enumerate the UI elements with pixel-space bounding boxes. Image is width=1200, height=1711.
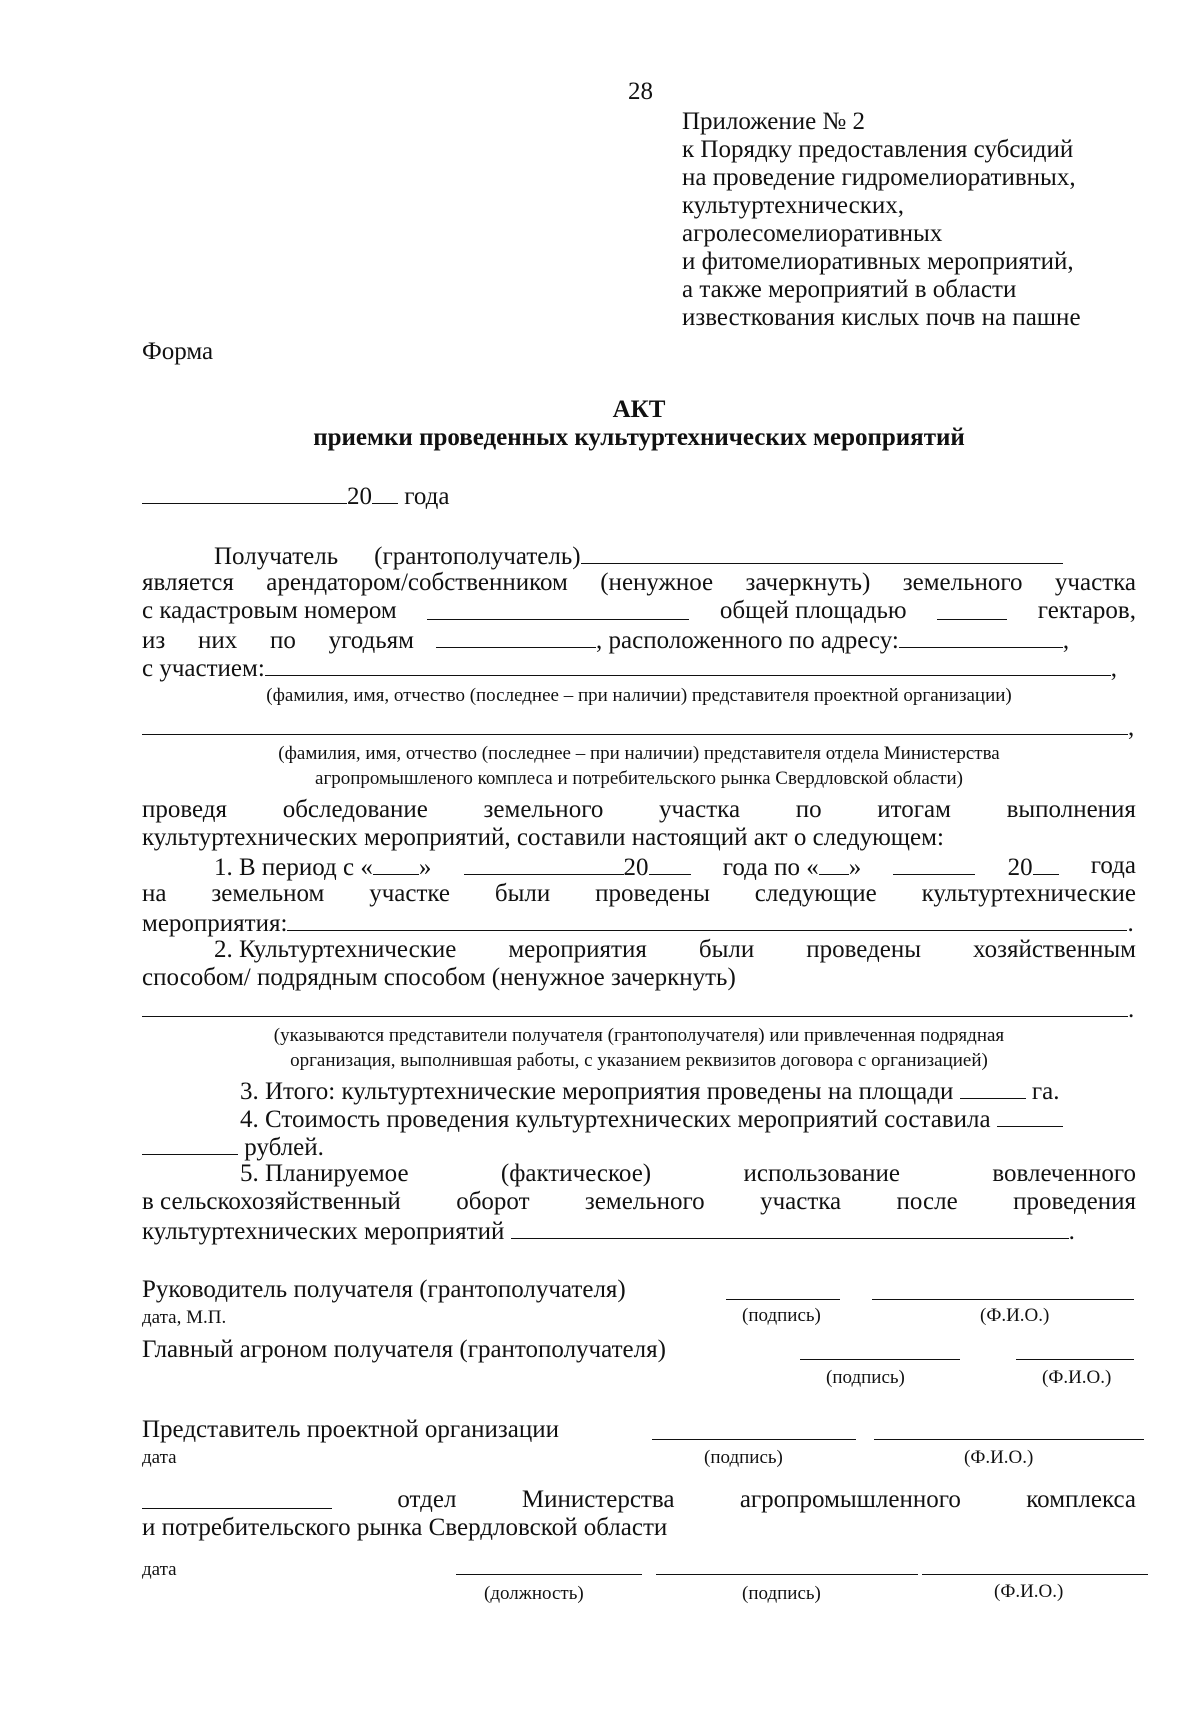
sig-project-fio-caption: (Ф.И.О.)	[964, 1447, 1034, 1468]
lease-line: является арендатором/собственником (ненужное зачеркнуть) земельного участка	[142, 569, 1136, 596]
end-year-blank[interactable]	[1033, 852, 1059, 875]
start-day-blank[interactable]	[373, 852, 419, 875]
survey-line: проведя обследование земельного участка по итогам выполнения	[142, 796, 1136, 823]
sig-ministry-position-caption: (должность)	[484, 1583, 584, 1604]
lands-line: из них по угодьям , расположенного по адресу: ,	[142, 627, 1070, 654]
appendix-line-6: и фитомелиоративных мероприятий,	[682, 248, 1074, 275]
address-blank[interactable]	[899, 625, 1063, 648]
appendix-line-5: агролесомелиоративных	[682, 220, 943, 247]
date-blank[interactable]	[142, 481, 347, 504]
period-line: 1. В период с « » 20 года по « » 20 года	[214, 852, 1136, 881]
appendix-line-4: культуртехнических,	[682, 192, 904, 219]
sig-project-signature-caption: (подпись)	[704, 1447, 783, 1468]
total-area-line: 3. Итого: культуртехнические мероприятия проведены на площади га.	[240, 1078, 1060, 1105]
sig-ministry-blank[interactable]	[142, 1486, 332, 1509]
ministry-rep-blank[interactable]	[142, 712, 1128, 735]
note-project-org: (фамилия, имя, отчество (последнее – при наличии) представителя проектной организации)	[266, 685, 1012, 706]
document-subtitle: приемки проведенных культуртехнических мероприятий	[313, 424, 965, 451]
sig-head-fio-blank[interactable]	[872, 1299, 1134, 1300]
measures-blank[interactable]	[287, 908, 1127, 931]
note-ministry-1: (фамилия, имя, отчество (последнее – при наличии) представителя отдела Министерства	[278, 743, 1000, 764]
sig-agronomist-fio-blank[interactable]	[1016, 1359, 1134, 1360]
lands-blank[interactable]	[436, 625, 596, 648]
sig-project-fio-blank[interactable]	[874, 1439, 1144, 1440]
end-day-blank[interactable]	[819, 852, 849, 875]
usage-line-3: культуртехнических мероприятий .	[142, 1218, 1075, 1245]
appendix-line-7: а также мероприятий в области	[682, 276, 1017, 303]
sig-project-date: дата	[142, 1447, 177, 1468]
method-line: 2. Культуртехнические мероприятия были проведены хозяйственным	[214, 936, 1136, 963]
cadastral-number-blank[interactable]	[427, 597, 689, 620]
representatives-blank[interactable]	[142, 994, 1128, 1017]
usage-line-2: в сельскохозяйственный оборот земельного участка после проведения	[142, 1188, 1136, 1215]
sig-head-fio-caption: (Ф.И.О.)	[980, 1305, 1050, 1326]
measures-line: на земельном участке были проведены следующие культуртехнические	[142, 880, 1136, 907]
usage-blank[interactable]	[511, 1216, 1069, 1239]
note-representatives-1: (указываются представители получателя (грантополучателя) или привлеченная подрядная	[273, 1025, 1005, 1046]
year-blank[interactable]	[372, 481, 398, 504]
year-suffix: года	[398, 483, 450, 510]
cost-line-2: рублей.	[142, 1132, 324, 1162]
sig-head-date: дата, М.П.	[142, 1307, 227, 1328]
recipient-blank[interactable]	[581, 541, 1063, 564]
end-month-blank[interactable]	[893, 852, 975, 875]
sig-ministry-date: дата	[142, 1559, 177, 1580]
cadastral-line: с кадастровым номером общей площадью гектаров,	[142, 597, 1136, 624]
date-line	[142, 481, 449, 511]
sig-ministry-line-2: и потребительского рынка Свердловской области	[142, 1514, 668, 1541]
recipient-line: Получатель (грантополучатель)	[214, 541, 1063, 571]
cost-blank-1[interactable]	[997, 1104, 1063, 1127]
usage-line: 5. Планируемое (фактическое) использование вовлеченного	[240, 1160, 1136, 1187]
start-month-blank[interactable]	[464, 852, 624, 875]
sig-head-signature-blank[interactable]	[726, 1299, 840, 1300]
sig-agronomist-label: Главный агроном получателя (грантополучателя)	[142, 1336, 666, 1363]
note-representatives-2: организация, выполнившая работы, с указанием реквизитов договора с организацией)	[290, 1050, 988, 1071]
note-ministry-2: агропромышленого комплеса и потребительского рынка Свердловской области)	[315, 768, 963, 789]
document-title: АКТ	[612, 396, 666, 423]
ministry-rep-line: ,	[142, 712, 1134, 742]
sig-head-label: Руководитель получателя (грантополучателя)	[142, 1276, 626, 1303]
sig-agronomist-signature-blank[interactable]	[800, 1359, 960, 1360]
sig-ministry-signature-caption: (подпись)	[742, 1583, 821, 1604]
year-prefix: 20	[347, 483, 372, 510]
form-label: Форма	[142, 338, 214, 365]
sig-agronomist-fio-caption: (Ф.И.О.)	[1042, 1367, 1112, 1388]
appendix-line-1: Приложение № 2	[682, 108, 866, 135]
representatives-line: .	[142, 994, 1134, 1024]
sig-agronomist-signature-caption: (подпись)	[826, 1367, 905, 1388]
cost-blank-2[interactable]	[142, 1132, 238, 1155]
total-area-blank[interactable]	[960, 1076, 1026, 1099]
appendix-line-2: к Порядку предоставления субсидий	[682, 136, 1074, 163]
cost-line: 4. Стоимость проведения культуртехнических мероприятий составила	[240, 1104, 1063, 1134]
method-choice-line: способом/ подрядным способом (ненужное зачеркнуть)	[142, 964, 736, 991]
sig-project-label: Представитель проектной организации	[142, 1416, 560, 1443]
appendix-line-3: на проведение гидромелиоративных,	[682, 164, 1076, 191]
sig-project-signature-blank[interactable]	[652, 1439, 856, 1440]
sig-ministry-fio-caption: (Ф.И.О.)	[994, 1581, 1064, 1602]
sig-ministry-line: отдел Министерства агропромышленного комплекса	[142, 1486, 1136, 1514]
page-number: 28	[628, 78, 653, 105]
appendix-line-8: известкования кислых почв на пашне	[682, 304, 1081, 331]
area-blank[interactable]	[937, 597, 1007, 620]
measures-list-line: мероприятия: .	[142, 910, 1134, 937]
participation-line: с участием: ,	[142, 655, 1118, 682]
act-intro-line: культуртехнических мероприятий, составили настоящий акт о следующем:	[142, 824, 944, 851]
start-year-blank[interactable]	[649, 852, 691, 875]
participation-blank[interactable]	[265, 653, 1111, 676]
sig-ministry-position-blank[interactable]	[456, 1574, 642, 1575]
sig-ministry-fio-blank[interactable]	[922, 1574, 1148, 1575]
sig-head-signature-caption: (подпись)	[742, 1305, 821, 1326]
sig-ministry-signature-blank[interactable]	[656, 1574, 918, 1575]
